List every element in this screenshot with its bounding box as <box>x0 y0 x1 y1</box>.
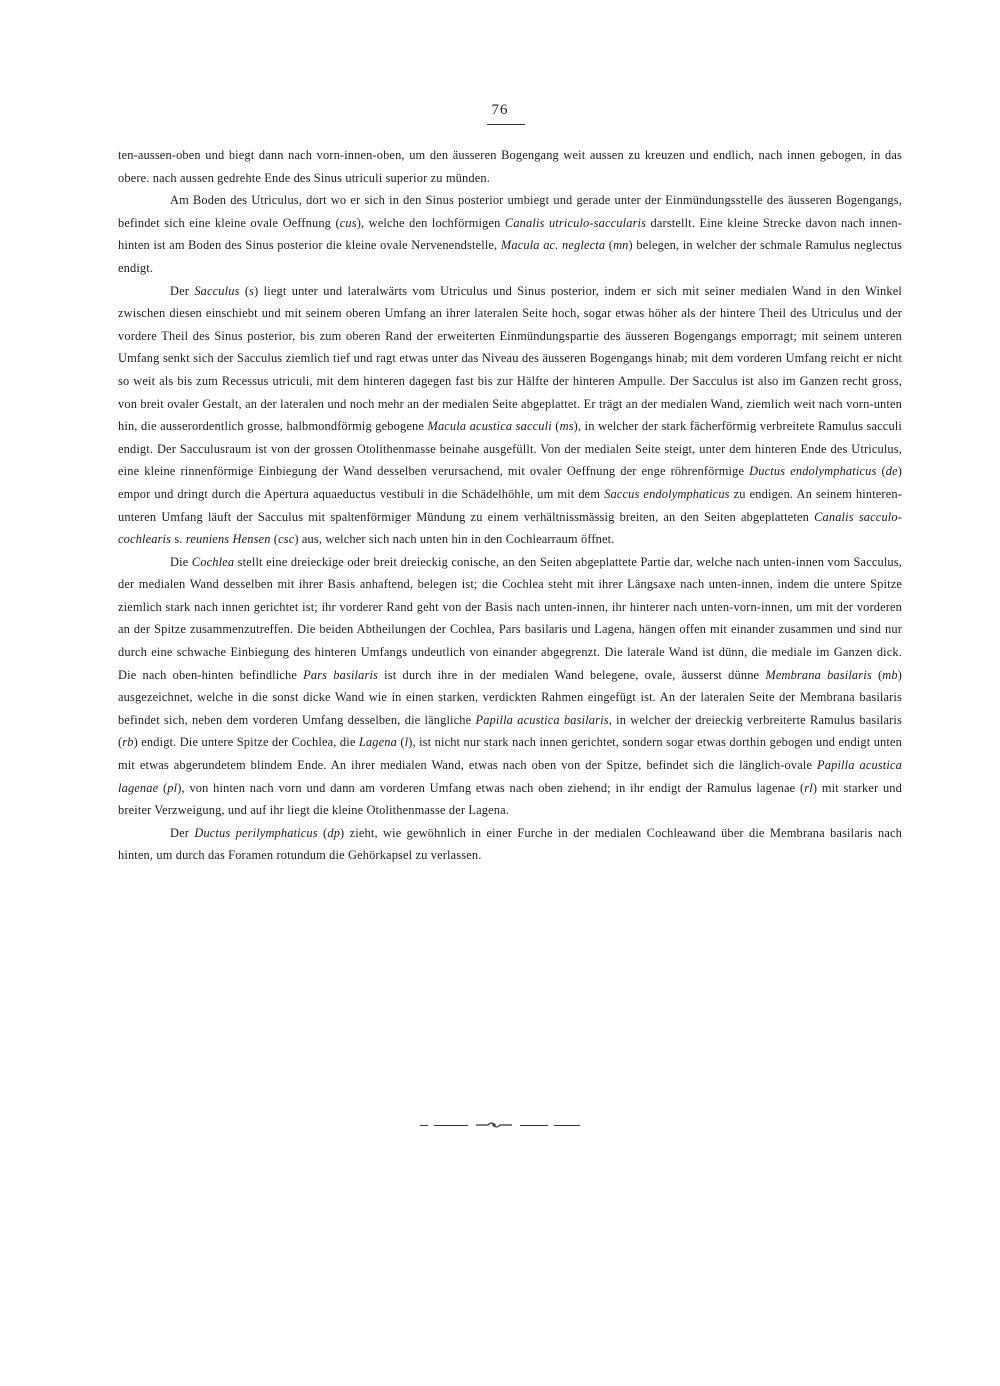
text-run: ) mit starker und breiter Verzweigung, und auf ihr liegt die kleine Otolithenmasse der Lagena. <box>118 780 902 818</box>
text-run: ( <box>605 238 614 253</box>
italic-term: rb <box>122 735 134 750</box>
text-run: ) liegt unter und lateralwärts vom Utriculus und Sinus posterior, indem er sich mit seiner medialen Wand in den Winkel zwischen diesen einschiebt und mit seinem oberen Umfang an ihrer lateralen Seite hoch, sogar etwas höher als der hintere Theil des Utriculus und der vordere Theil des Sinus posterior, bis zum oberen Rand der erweiterten Einmündungspartie des äusseren Bogengangs emporragt; mit seinem unteren Umfang senkt sich der Sacculus ziemlich tief und ragt etwas unter das Niveau des äusseren Bogengangs hinab; mit dem vorderen Umfang reicht er nicht so weit als bis zum Recessus utriculi, mit dem hinteren dagegen fast bis zur Hälfte der hinteren Ampulle. Der Sacculus ist also im Ganzen recht gross, von breit ovaler Gestalt, an der lateralen und noch mehr an der medialen Seite abgeplattet. Er trägt an der medialen Wand, ziemlich weit nach vorn-unten hin, die ausserordentlich grosse, halbmondförmig gebogene <box>118 283 902 434</box>
italic-term: mb <box>882 667 898 682</box>
italic-term: Lagena <box>358 735 397 750</box>
text-run: ), ist nicht nur stark nach innen gerichtet, sondern sogar etwas dorthin gebogen und endigt unten mit etwas abgerundetem blindem Ende. An ihrer medialen Wand, etwas nach oben von der Spitze, befindet sich die länglich-ovale <box>118 735 902 773</box>
page-number: 76 <box>491 102 509 118</box>
text-run: ten-aussen-oben und biegt dann nach vorn-innen-oben, um den äusseren Bogengang weit aussen zu kreuzen und endlich, nach innen gebogen, in das obere. nach aussen gedrehte Ende des Sinus utriculi superior zu münden. <box>118 148 902 185</box>
italic-term: reuniens Hensen <box>185 532 271 547</box>
paragraph-cochlea <box>118 551 902 822</box>
end-ornament <box>0 1120 1000 1130</box>
text-run: ) empor und dringt durch die Apertura aquaeductus vestibuli in die Schädelhöhle, um mit dem <box>118 464 903 501</box>
italic-term: Pars basilaris <box>303 667 379 682</box>
italic-term: Cochlea <box>191 554 235 569</box>
paragraph-sacculus <box>118 280 902 551</box>
text-run: ) belegen, in welcher der schmale Ramulus neglectus endigt. <box>118 238 902 275</box>
text-run: s. <box>171 532 186 547</box>
text-run: stellt eine dreieckige oder breit dreieckig conische, an den Seiten abgeplattete Partie dar, welche nach unten-innen vom Sacculus, der medialen Wand desselben mit ihrer Basis anhaftend, belegen ist; die Cochlea steht mit ihrer Längsaxe nach unten-innen, indem die untere Spitze ziemlich stark nach innen gerichtet ist; ihr vorderer Rand geht von der Basis nach unten-innen, ihr hinterer nach unten-vorn-innen, um mit der vorderen an der Spitze zusammenzutreffen. Die beiden Abtheilungen der Cochlea, Pars basilaris und Lagena, hängen offen mit einander zusammen und sind nur durch eine schwache Einbiegung des hinteren Umfangs undeutlich von einander abgegrenzt. Die laterale Wand ist dünn, die mediale im Ganzen dick. Die nach oben-hinten befindliche <box>118 554 902 682</box>
italic-term: s <box>249 283 255 298</box>
italic-term: mn <box>613 238 629 253</box>
italic-term: csc <box>278 532 295 547</box>
text-run: ( <box>239 283 250 298</box>
text-run: zu endigen. An seinem hinteren-unteren Umfang läuft der Sacculus mit spaltenförmiger Mündung zu einem verhältnissmässig breiten, an den Seiten abgeplatteten <box>118 486 902 524</box>
text-run: Die <box>170 554 192 569</box>
paragraph-ductus-perilymphaticus <box>118 822 902 867</box>
text-run: ), welche den lochförmigen <box>356 215 505 230</box>
italic-term: dp <box>327 825 341 840</box>
italic-term: de <box>885 464 898 479</box>
text-run: darstellt. Eine kleine Strecke davon nach innen-hinten ist am Boden des Sinus posterior die kleine ovale Nervenendstelle, <box>118 215 902 253</box>
text-run: Der <box>170 283 195 298</box>
italic-term: pl <box>167 780 178 795</box>
text-run: Der <box>170 825 195 840</box>
text-run: ( <box>396 735 405 750</box>
text-run: ) zieht, wie gewöhnlich in einer Furche in der medialen Cochleawand über die Membrana basilaris nach hinten, um durch das Foramen rotundum die Gehörkapsel zu verlassen. <box>118 825 903 863</box>
ornament-dash <box>434 1125 468 1126</box>
text-run: ) endigt. Die untere Spitze der Cochlea, die <box>133 735 359 750</box>
italic-term: Canalis sacculo-cochlearis <box>118 509 902 547</box>
ornament-flourish-icon <box>474 1120 514 1130</box>
text-run: ( <box>317 825 328 840</box>
italic-term: cus <box>339 215 357 230</box>
italic-term: Ductus endolymphaticus <box>749 464 877 479</box>
text-body <box>118 144 902 867</box>
text-run: ( <box>876 464 886 479</box>
paragraph-utriculus-floor <box>118 189 902 279</box>
ornament-dash <box>554 1125 580 1126</box>
italic-term: rl <box>804 780 813 795</box>
italic-term: Macula ac. neglecta <box>500 238 606 253</box>
italic-term: Membrana basilaris <box>765 667 872 682</box>
text-run: ( <box>158 780 168 795</box>
text-run: ( <box>270 532 279 547</box>
text-run: ) aus, welcher sich nach unten hin in den Cochlearraum öffnet. <box>294 532 615 547</box>
italic-term: l <box>404 735 409 750</box>
italic-term: Sacculus <box>194 283 240 298</box>
text-run: ) ausgezeichnet, welche in die sonst dicke Wand wie in einen starken, verdickten Rahmen eingefügt ist. An der lateralen Seite der Membrana basilaris befindet sich, neben dem vorderen Umfang desselben, die längliche <box>118 667 902 727</box>
italic-term: Macula acustica sacculi <box>427 419 552 434</box>
italic-term: ms <box>559 419 574 434</box>
text-run: Am Boden des Utriculus, dort wo er sich in den Sinus posterior umbiegt und gerade unter der Einmündungsstelle des äusseren Bogengangs, befindet sich eine kleine ovale Oeffnung ( <box>118 193 902 230</box>
italic-term: Papilla acustica basilaris <box>475 712 609 727</box>
italic-term: Papilla acustica lagenae <box>118 758 902 795</box>
text-run: ( <box>551 419 560 434</box>
text-run: ( <box>871 667 883 682</box>
text-run: ), von hinten nach vorn und dann am vorderen Umfang etwas nach oben ziehend; in ihr endigt der Ramulus lagenae ( <box>177 780 805 795</box>
text-run: ist durch ihre in der medialen Wand belegene, ovale, äusserst dünne <box>378 667 766 682</box>
page-number-rule <box>487 124 525 125</box>
italic-term: Saccus endolymphaticus <box>604 486 730 501</box>
italic-term: Canalis utriculo-saccularis <box>504 215 647 230</box>
text-run: , in welcher der dreieckig verbreiterte Ramulus basilaris ( <box>118 712 902 750</box>
ornament-dash <box>520 1125 548 1126</box>
paragraph-continuation <box>118 144 902 189</box>
text-run: ), in welcher der stark fächerförmig verbreitete Ramulus sacculi endigt. Der Sacculusraum ist von der grossen Otolithenmasse beinahe ausgefüllt. Von der medialen Seite steigt, unter dem hinteren Ende des Utriculus, eine kleine rinnenförmige Einbiegung der Wand desselben verursachend, mit ovaler Oeffnung der enge röhrenförmige <box>118 419 902 479</box>
italic-term: Ductus perilymphaticus <box>194 825 318 840</box>
ornament-dash <box>420 1125 428 1126</box>
